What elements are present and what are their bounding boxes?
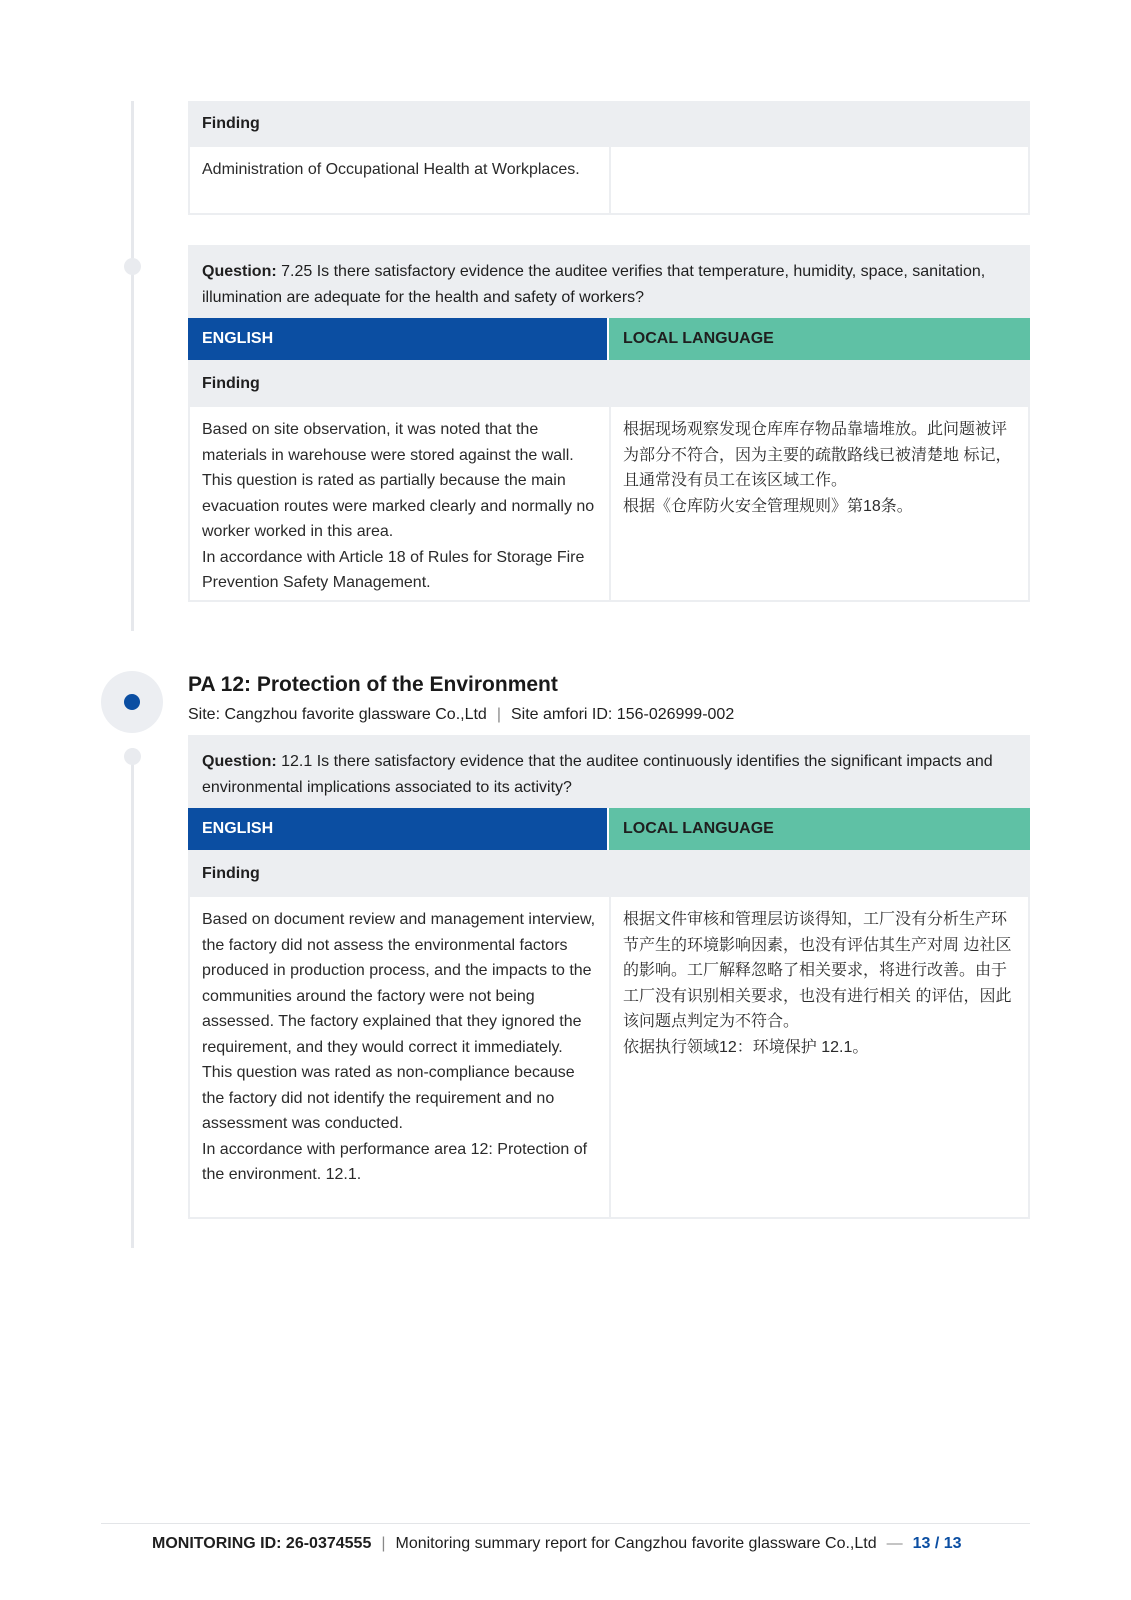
finding-local-cell <box>609 897 1028 1217</box>
finding-cells <box>188 407 1030 602</box>
finding-english-cell <box>190 147 609 213</box>
finding-english-text: Based on site observation, it was noted that the materials in warehouse were stored against the wall. This question is rated as partially because the main evacuation routes were marked clearly and normally no worker worked in this area. <box>202 421 595 540</box>
finding-header <box>188 101 1030 147</box>
monitoring-id: MONITORING ID: 26-0374555 <box>152 1535 372 1552</box>
question-7-25 <box>188 245 1030 318</box>
english-header: ENGLISH <box>188 808 607 850</box>
language-header <box>188 318 1030 360</box>
page-number: 13 / 13 <box>912 1535 962 1552</box>
question-label: Question: <box>202 753 277 770</box>
section-site-info <box>188 706 734 724</box>
report-title: Monitoring summary report for Cangzhou favorite glassware Co.,Ltd <box>395 1535 877 1552</box>
section-title: PA 12: Protection of the Environment <box>188 673 558 696</box>
finding-local-text: 根据现场观察发现仓库库存物品靠墙堆放。此问题被评为部分不符合，因为主要的疏散路线已被清楚地 标记，且通常没有员工在该区域工作。 <box>623 421 1012 489</box>
finding-english-reference: In accordance with Article 18 of Rules for Storage Fire Prevention Safety Management. <box>202 548 585 591</box>
finding-english-cell <box>190 897 609 1217</box>
question-text: 7.25 Is there satisfactory evidence the auditee verifies that temperature, humidity, space, sanitation, illumination are adequate for the health and safety of workers? <box>202 263 986 306</box>
timeline-dot <box>124 258 141 275</box>
finding-local-cell <box>609 407 1028 600</box>
section-marker-icon <box>101 671 163 733</box>
finding-english-cell <box>190 407 609 600</box>
finding-english-text: Based on document review and management interview, the factory did not assess the environmental factors produced in production process, and the impacts to the communities around the factory were not being assessed. The factory explained that they ignored the requirement, and they would correct it immediately. This question was rated as non-compliance because the factory did not identify the requirement and no assessment was conducted. <box>202 911 596 1132</box>
footer-dash: — <box>886 1535 903 1552</box>
finding-label: Finding <box>202 864 260 882</box>
finding-block-7-24 <box>188 101 1030 215</box>
finding-english-reference: In accordance with performance area 12: Protection of the environment. 12.1. <box>202 1140 588 1183</box>
timeline-line-bottom <box>131 748 134 1248</box>
question-12-1 <box>188 735 1030 808</box>
finding-cells <box>188 147 1030 215</box>
language-header <box>188 808 1030 850</box>
finding-header <box>188 360 1030 407</box>
page-footer <box>152 1535 1030 1553</box>
finding-cells <box>188 897 1030 1219</box>
timeline-dot <box>124 748 141 765</box>
section-marker-dot <box>124 694 140 710</box>
site-separator: | <box>496 706 501 723</box>
footer-divider <box>101 1523 1030 1524</box>
question-text: 12.1 Is there satisfactory evidence that the auditee continuously identifies the significant impacts and environmental implications associated to its activity? <box>202 753 993 796</box>
finding-local-reference: 依据执行领域12：环境保护 12.1。 <box>623 1038 869 1056</box>
finding-english-text: Administration of Occupational Health at Workplaces. <box>202 161 580 178</box>
local-language-header: LOCAL LANGUAGE <box>609 808 1030 850</box>
finding-local-text: 根据文件审核和管理层访谈得知，工厂没有分析生产环节产生的环境影响因素，也没有评估其生产对周 边社区的影响。工厂解释忽略了相关要求，将进行改善。由于工厂没有识别相关要求，也没有进行相关 的评估，因此该问题点判定为不符合。 <box>623 911 1012 1030</box>
timeline-line-top <box>131 101 134 631</box>
finding-local-reference: 根据《仓库防火安全管理规则》第18条。 <box>623 497 913 515</box>
finding-label: Finding <box>202 115 260 132</box>
finding-label: Finding <box>202 374 260 392</box>
english-header: ENGLISH <box>188 318 607 360</box>
question-block-12-1 <box>188 735 1030 1219</box>
footer-separator: | <box>381 1535 386 1552</box>
local-language-header: LOCAL LANGUAGE <box>609 318 1030 360</box>
finding-header <box>188 850 1030 897</box>
site-name: Site: Cangzhou favorite glassware Co.,Ltd <box>188 706 487 723</box>
finding-local-cell <box>609 147 1028 213</box>
site-amfori-id: Site amfori ID: 156-026999-002 <box>510 706 735 723</box>
question-block-7-25 <box>188 245 1030 602</box>
question-label: Question: <box>202 263 277 280</box>
